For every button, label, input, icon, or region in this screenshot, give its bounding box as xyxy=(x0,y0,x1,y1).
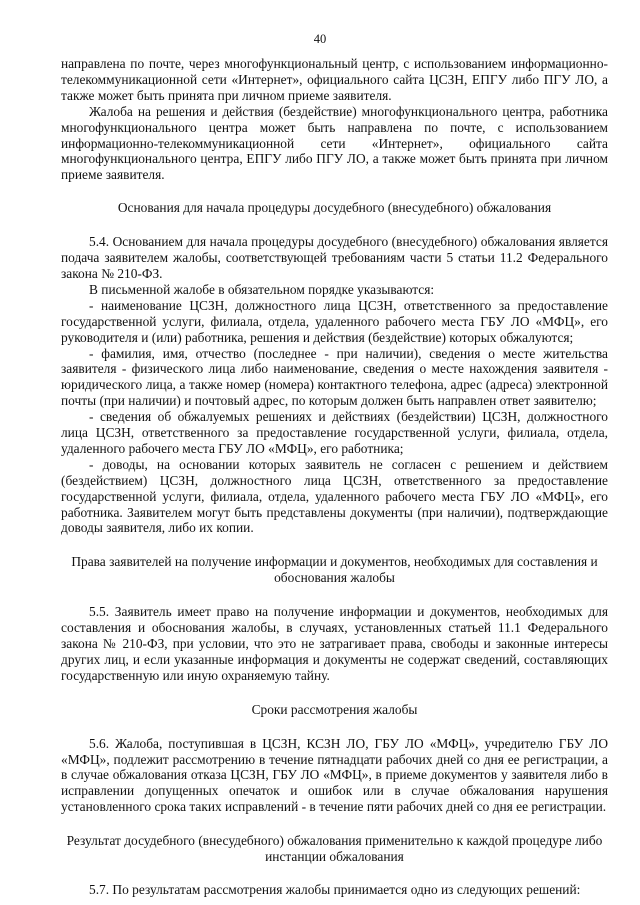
list-item: - сведения об обжалуемых решениях и действиях (бездействии) ЦСЗН, должностного лица ЦСЗН, ответственного за предоставление государственной услуги, филиала, отдела, удаленного рабочего места ГБУ ЛО «МФЦ», его работника; xyxy=(61,409,608,456)
paragraph: Жалоба на решения и действия (бездействие) многофункционального центра, работника многофункционального центра может быть направлена по почте, с использованием информационно-телекоммуникационной сети «Интернет», официального сайта многофункционального центра, ЕПГУ либо ПГУ ЛО, а также может быть принята при личном приеме заявителя. xyxy=(61,103,608,183)
document-body xyxy=(61,56,608,898)
paragraph: 5.6. Жалоба, поступившая в ЦСЗН, КСЗН ЛО, ГБУ ЛО «МФЦ», учредителю ГБУ ЛО «МФЦ», подлежит рассмотрению в течение пятнадцати рабочих дней со дня ее регистрации, а в случае обжалования отказа ЦСЗН, ГБУ ЛО «МФЦ», в приеме документов у заявителя либо в исправлении допущенных опечаток и ошибок или в случае обжалования нарушения установленного срока таких исправлений - в течение пяти рабочих дней со дня ее регистрации. xyxy=(61,735,608,815)
section-heading: Основания для начала процедуры досудебного (внесудебного) обжалования xyxy=(117,200,552,216)
paragraph: 5.7. По результатам рассмотрения жалобы принимается одно из следующих решений: xyxy=(89,881,581,897)
section-heading: Права заявителей на получение информации и документов, необходимых для составления и обоснования жалобы xyxy=(71,554,598,586)
section-heading: Сроки рассмотрения жалобы xyxy=(251,701,418,717)
page-number: 40 xyxy=(313,32,327,46)
paragraph: 5.5. Заявитель имеет право на получение информации и документов, необходимых для составления и обоснования жалобы, в случаях, установленных статьей 11.1 Федерального закона № 210-ФЗ, при условии, что это не затрагивает права, свободы и законные интересы других лиц, и если указанные информация и документы не содержат сведений, составляющих государственную или иную охраняемую тайну. xyxy=(61,604,608,683)
list-item: - доводы, на основании которых заявитель не согласен с решением и действием (бездействием) ЦСЗН, должностного лица ЦСЗН, ответственного за предоставление государственной услуги, филиала, отдела, удаленного рабочего места ГБУ ЛО «МФЦ», его работника. Заявителем могут быть представлены документы (при наличии), подтверждающие доводы заявителя, либо их копии. xyxy=(61,456,608,536)
list-item: - наименование ЦСЗН, должностного лица ЦСЗН, ответственного за предоставление государственной услуги, филиала, отдела, удаленного рабочего места ГБУ ЛО «МФЦ», его руководителя и (или) работника, решения и действия (бездействие) которых обжалуются; xyxy=(61,297,608,345)
paragraph: направлена по почте, через многофункциональный центр, с использованием информационно-телекоммуникационной сети «Интернет», официального сайта ЦСЗН, ЕПГУ либо ПГУ ЛО, а также может быть принята при личном приеме заявителя. xyxy=(61,56,608,103)
paragraph: В письменной жалобе в обязательном порядке указываются: xyxy=(89,281,435,297)
paragraph: 5.4. Основанием для начала процедуры досудебного (внесудебного) обжалования является подача заявителем жалобы, соответствующей требованиям части 5 статьи 11.2 Федерального закона № 210-ФЗ. xyxy=(61,234,608,281)
section-heading: Результат досудебного (внесудебного) обжалования применительно к каждой процедуре либо инстанции обжалования xyxy=(66,833,603,865)
list-item: - фамилия, имя, отчество (последнее - при наличии), сведения о месте жительства заявителя - физического лица либо наименование, сведения о месте нахождения заявителя - юридического лица, а также номер (номера) контактного телефона, адрес (адреса) электронной почты (при наличии) и почтовый адрес, по которым должен быть направлен ответ заявителю; xyxy=(61,345,608,409)
